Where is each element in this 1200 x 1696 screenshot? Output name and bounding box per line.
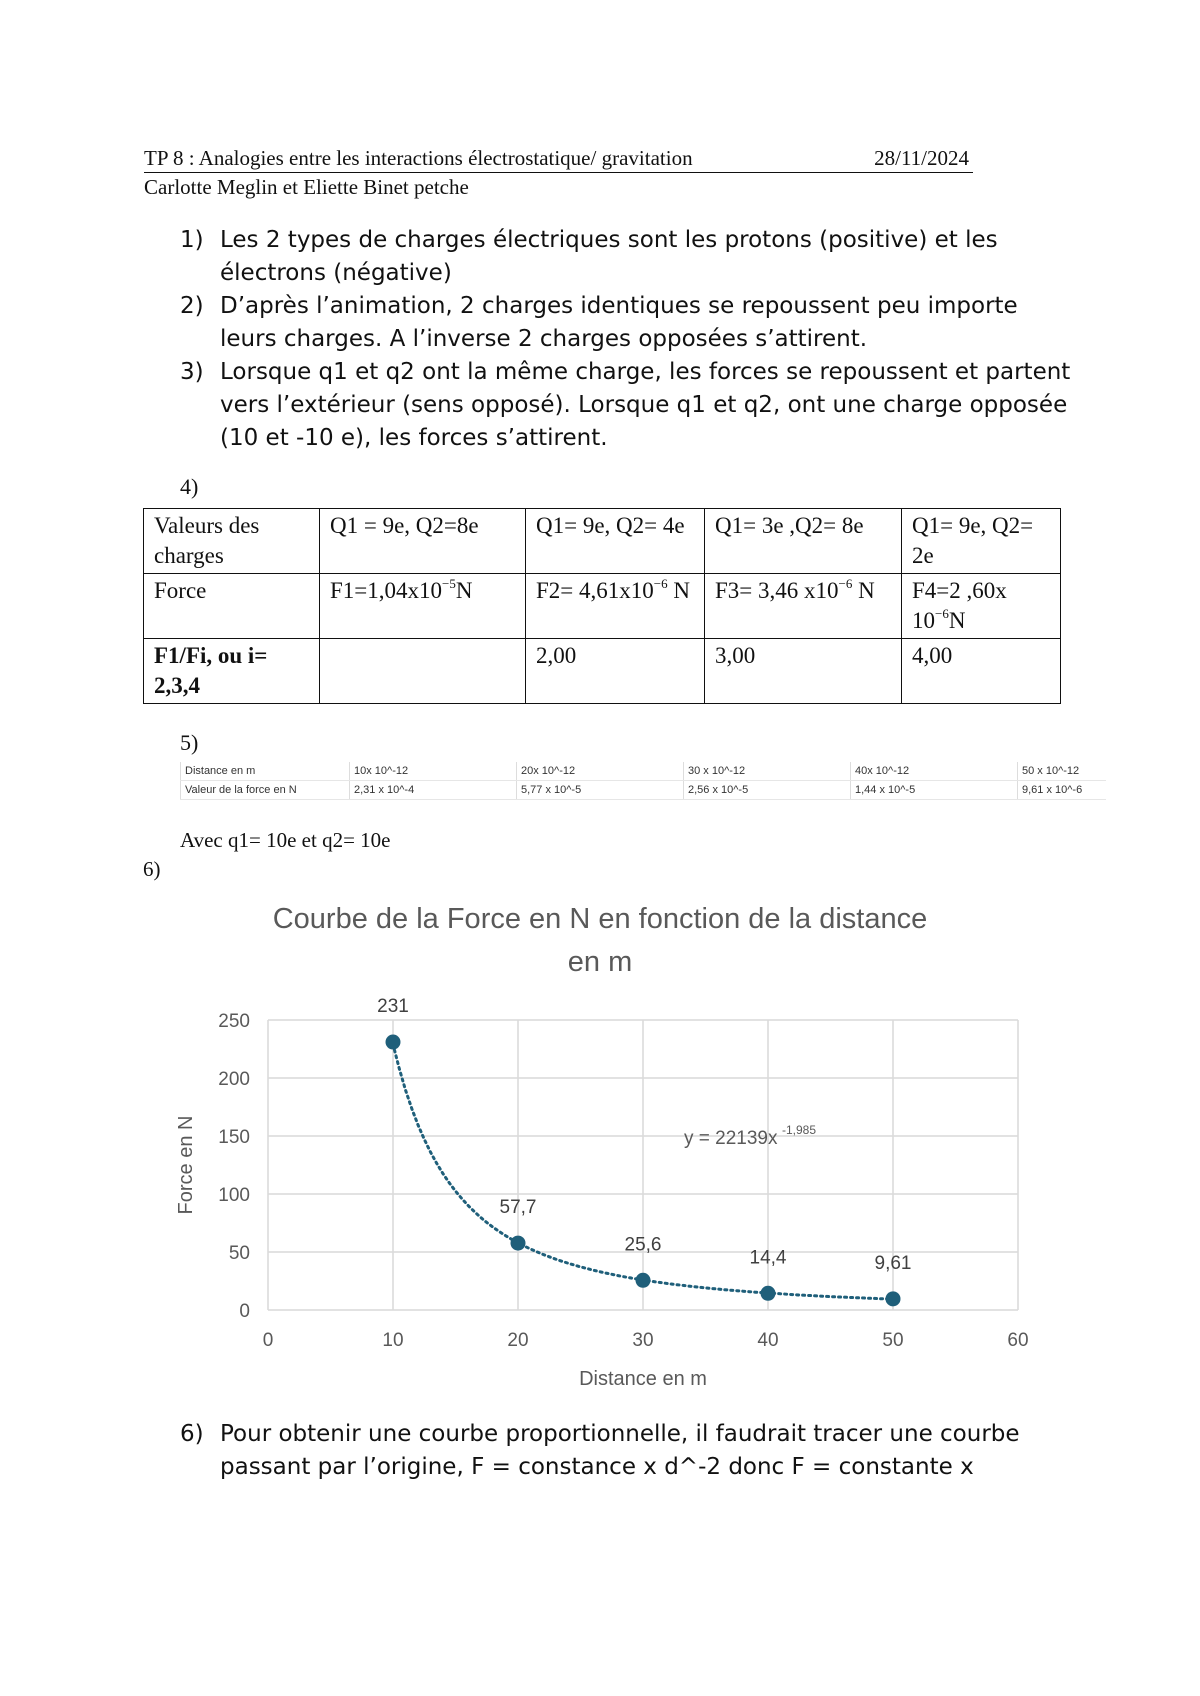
- table-cell: [705, 574, 902, 639]
- question-4-label: 4): [180, 474, 199, 499]
- document-header: [144, 144, 973, 201]
- force-value: F1=1,04x10: [330, 578, 443, 603]
- data-label: 57,7: [499, 1197, 537, 1219]
- table-cell: [320, 574, 526, 639]
- table-cell: 5,77 x 10^-5: [517, 781, 684, 800]
- table-cell: [320, 639, 526, 704]
- force-value: F4=2 ,60x 10: [912, 578, 1007, 633]
- table-row: [144, 509, 1061, 574]
- table-cell: 9,61 x 10^-6: [1018, 781, 1107, 800]
- question-list: [180, 224, 1080, 455]
- y-tick-label: 200: [218, 1069, 250, 1090]
- x-tick-label: 40: [757, 1330, 779, 1351]
- data-label: 14,4: [749, 1247, 787, 1269]
- y-tick-label: 150: [218, 1127, 250, 1148]
- y-tick-label: 250: [218, 1011, 250, 1032]
- table-cell: 10x 10^-12: [350, 762, 517, 781]
- data-label: 9,61: [874, 1252, 912, 1274]
- force-unit: N: [455, 578, 473, 603]
- question-answer: D’après l’animation, 2 charges identiques se repoussent peu importe leurs charges. A l’inverse 2 charges opposées s’attirent.: [220, 293, 1018, 352]
- table-cell: F1/Fi, ou i= 2,3,4: [144, 639, 320, 704]
- table-cell: Q1= 9e, Q2= 4e: [526, 509, 705, 574]
- force-exponent: −6: [653, 576, 668, 591]
- data-point: [386, 1035, 401, 1050]
- table-cell: Force: [144, 574, 320, 639]
- table-cell: Valeur de la force en N: [181, 781, 350, 800]
- table-cell: [526, 574, 705, 639]
- table-cell: 1,44 x 10^-5: [851, 781, 1018, 800]
- table-cell: 3,00: [705, 639, 902, 704]
- force-exponent: −6: [838, 576, 853, 591]
- table-cell: 40x 10^-12: [851, 762, 1018, 781]
- question-item: [180, 356, 1080, 455]
- trendline-exponent: -1,985: [782, 1123, 817, 1137]
- table-cell: 30 x 10^-12: [684, 762, 851, 781]
- question-number: 6): [180, 1421, 204, 1447]
- question-item: [180, 224, 1080, 290]
- x-tick-label: 10: [382, 1330, 404, 1351]
- charges-force-table: [143, 508, 1061, 704]
- force-unit: N: [858, 578, 875, 603]
- trendline-equation: y = 22139x: [684, 1128, 778, 1149]
- table-cell: 2,00: [526, 639, 705, 704]
- data-point: [761, 1286, 776, 1301]
- question-number: 1): [180, 227, 204, 253]
- table-cell: 50 x 10^-12: [1018, 762, 1107, 781]
- table-cell: Distance en m: [181, 762, 350, 781]
- y-tick-label: 50: [228, 1243, 250, 1264]
- table-cell: 2,56 x 10^-5: [684, 781, 851, 800]
- question-item: [180, 1418, 1100, 1484]
- force-exponent: −5: [442, 576, 456, 591]
- question-5-label: 5): [180, 730, 199, 755]
- data-label: 25,6: [624, 1234, 662, 1256]
- x-tick-label: 50: [882, 1330, 904, 1351]
- header-title-line: [144, 144, 973, 173]
- table-cell: Valeurs des charges: [144, 509, 320, 574]
- x-tick-label: 20: [507, 1330, 529, 1351]
- x-tick-label: 30: [632, 1330, 654, 1351]
- question-item: [180, 290, 1080, 356]
- table-row: [144, 639, 1061, 704]
- table-cell: 20x 10^-12: [517, 762, 684, 781]
- document-authors: Carlotte Meglin et Eliette Binet petche: [144, 175, 469, 199]
- x-tick-label: 60: [1007, 1330, 1029, 1351]
- question-number: 3): [180, 359, 204, 385]
- data-point: [636, 1273, 651, 1288]
- table-cell: Q1= 3e ,Q2= 8e: [705, 509, 902, 574]
- question-number: 2): [180, 293, 204, 319]
- force-exponent: −6: [935, 606, 949, 621]
- data-point: [511, 1236, 526, 1251]
- chart-title: Courbe de la Force en N en fonction de la distance: [272, 903, 928, 935]
- table-row: [181, 781, 1107, 800]
- document-date: 28/11/2024: [874, 146, 969, 170]
- y-tick-label: 0: [239, 1301, 250, 1322]
- table-cell: 4,00: [902, 639, 1061, 704]
- question-answer: Lorsque q1 et q2 ont la même charge, les forces se repoussent et partent vers l’extérieur (sens opposé). Lorsque q1 et q2, ont une charge opposée (10 et -10 e), les forces s’attirent.: [220, 359, 1071, 451]
- table-cell: [902, 574, 1061, 639]
- force-unit: N: [948, 608, 966, 633]
- table-row: [144, 574, 1061, 639]
- force-value: F3= 3,46 x10: [715, 578, 839, 603]
- data-point: [886, 1291, 901, 1306]
- charges-note: Avec q1= 10e et q2= 10e: [180, 828, 391, 852]
- force-unit: N: [673, 578, 690, 603]
- x-tick-label: 0: [262, 1330, 274, 1351]
- force-distance-chart: [170, 892, 1070, 1412]
- table-cell: Q1= 9e, Q2= 2e: [902, 509, 1061, 574]
- chart-title-line2: en m: [567, 946, 633, 978]
- data-label: 231: [377, 996, 409, 1018]
- table-cell: Q1 = 9e, Q2=8e: [320, 509, 526, 574]
- y-tick-label: 100: [218, 1185, 250, 1206]
- x-axis-label: Distance en m: [579, 1368, 707, 1390]
- document-title: TP 8 : Analogies entre les interactions électrostatique/ gravitation: [144, 146, 693, 170]
- question-6-label: 6): [143, 857, 161, 881]
- table-cell: 2,31 x 10^-4: [350, 781, 517, 800]
- question-answer: Les 2 types de charges électriques sont les protons (positive) et les électrons (négative): [220, 227, 998, 286]
- y-axis-label: Force en N: [175, 1115, 197, 1215]
- force-value: F2= 4,61x10: [536, 578, 654, 603]
- distance-force-table: [180, 762, 1106, 800]
- table-row: [181, 762, 1107, 781]
- question-answer: Pour obtenir une courbe proportionnelle, il faudrait tracer une courbe passant par l’origine, F = constance x d^-2 donc F = constante x: [220, 1421, 1020, 1480]
